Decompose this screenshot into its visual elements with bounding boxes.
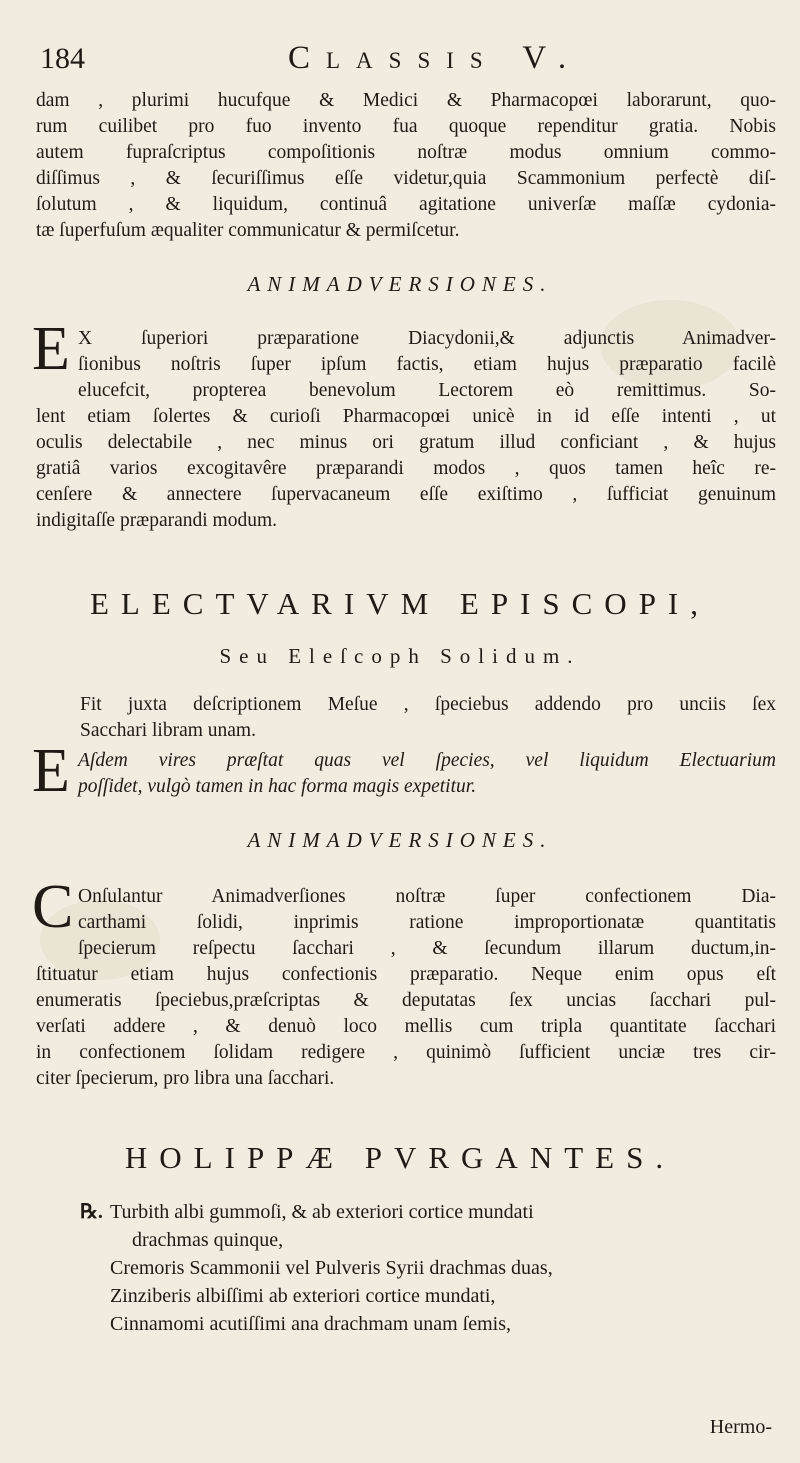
text-line: ſolutum , & liquidum, continuâ agitatione univerſæ maſſæ cydonia- — [36, 194, 776, 215]
running-title: Classis V. — [288, 40, 583, 76]
text-line: diſſimus , & ſecuriſſimus eſſe videtur,quia Scammonium perfectè diſ- — [36, 168, 776, 189]
paragraph-description — [80, 692, 776, 744]
text-line: oculis delectabile , nec minus ori gratum illud conficiant , & hujus — [36, 432, 776, 453]
text-line: indigitaſſe præparandi modum. — [36, 510, 277, 531]
recipe-line: Cremoris Scammonii vel Pulveris Syrii drachmas duas, — [110, 1257, 553, 1279]
page-number: 184 — [40, 42, 85, 75]
text-line: rum cuilibet pro fuo invento fua quoque rependitur gratia. Nobis — [36, 116, 776, 137]
recipe-line: Zinziberis albiſſimi ab exteriori cortice mundati, — [110, 1285, 496, 1307]
text-line: autem fupraſcriptus compoſitionis noſtræ modus omnium commo- — [36, 142, 776, 163]
text-line: ſionibus noſtris ſuper ipſum factis, etiam hujus præparatio facilè — [78, 354, 776, 375]
text-line: Onſulantur Animadverſiones noſtræ ſuper confectionem Dia- — [78, 886, 776, 907]
text-line: in confectionem ſolidam redigere , quinimò ſufficient unciæ tres cir- — [36, 1042, 776, 1063]
text-line: poſſidet, vulgò tamen in hac forma magis expetitur. — [78, 776, 477, 797]
drop-cap: E — [32, 315, 70, 383]
recipe-symbol: ℞. — [80, 1201, 103, 1223]
heading-animadversiones: ANIMADVERSIONES. — [247, 828, 553, 852]
text-line: lent etiam ſolertes & curioſi Pharmacopœi unicè in id eſſe intenti , ut — [36, 406, 776, 427]
text-line: dam , plurimi hucufque & Medici & Pharmacopœi laborarunt, quo- — [36, 90, 776, 111]
page-header — [40, 40, 780, 80]
recipe-line: drachmas quinque, — [132, 1229, 284, 1251]
text-line: X ſuperiori præparatione Diacydonii,& adjunctis Animadver- — [78, 328, 776, 349]
text-line: tæ ſuperfuſum æqualiter communicatur & permiſcetur. — [36, 220, 460, 241]
text-line: gratiâ varios excogitavêre præparandi modos , quos tamen heîc re- — [36, 458, 776, 479]
paragraph-virtues — [36, 748, 776, 800]
subheading-elescoph: Seu Eleſcoph Solidum. — [219, 644, 581, 668]
text-line: carthami ſolidi, inprimis ratione improportionatæ quantitatis — [78, 912, 776, 933]
text-line: verſati addere , & denuò loco mellis cum tripla quantitate ſacchari — [36, 1016, 776, 1037]
text-line: enumeratis ſpeciebus,præſcriptas & deputatas ſex uncias ſacchari pul- — [36, 990, 776, 1011]
text-line: citer ſpecierum, pro libra una ſacchari. — [36, 1068, 335, 1089]
recipe-text: Turbith albi gummoſi, & ab exteriori cortice mundati — [110, 1201, 534, 1223]
heading-holippae: HOLIPPÆ PVRGANTES. — [124, 1140, 676, 1175]
drop-cap: E — [32, 737, 70, 805]
paragraph-intro — [36, 88, 776, 244]
catchword: Hermo- — [709, 1416, 772, 1438]
text-line: cenſere & annectere ſupervacaneum eſſe exiſtimo , ſufficiat genuinum — [36, 484, 776, 505]
drop-cap: C — [32, 873, 74, 941]
paragraph-animadversiones-1 — [36, 326, 776, 534]
text-line: Sacchari libram unam. — [80, 720, 256, 741]
text-line: Aſdem vires præſtat quas vel ſpecies, vel liquidum Electuarium — [78, 750, 776, 771]
recipe-line: Cinnamomi acutiſſimi ana drachmam unam ſemis, — [110, 1313, 512, 1335]
text-line: Fit juxta deſcriptionem Meſue , ſpeciebus addendo pro unciis ſex — [80, 694, 776, 715]
paragraph-animadversiones-2 — [36, 884, 776, 1092]
text-line: ſpecierum reſpectu ſacchari , & ſecundum illarum ductum,in- — [78, 938, 776, 959]
heading-animadversiones: ANIMADVERSIONES. — [247, 272, 553, 296]
text-line: ſtituatur etiam hujus confectionis præparatio. Neque enim opus eſt — [36, 964, 776, 985]
recipe-block — [80, 1198, 780, 1338]
text-line: elucefcit, propterea benevolum Lectorem eò remittimus. So- — [78, 380, 776, 401]
recipe-line — [80, 1198, 780, 1226]
heading-electuarium: ELECTVARIVM EPISCOPI, — [89, 586, 711, 621]
